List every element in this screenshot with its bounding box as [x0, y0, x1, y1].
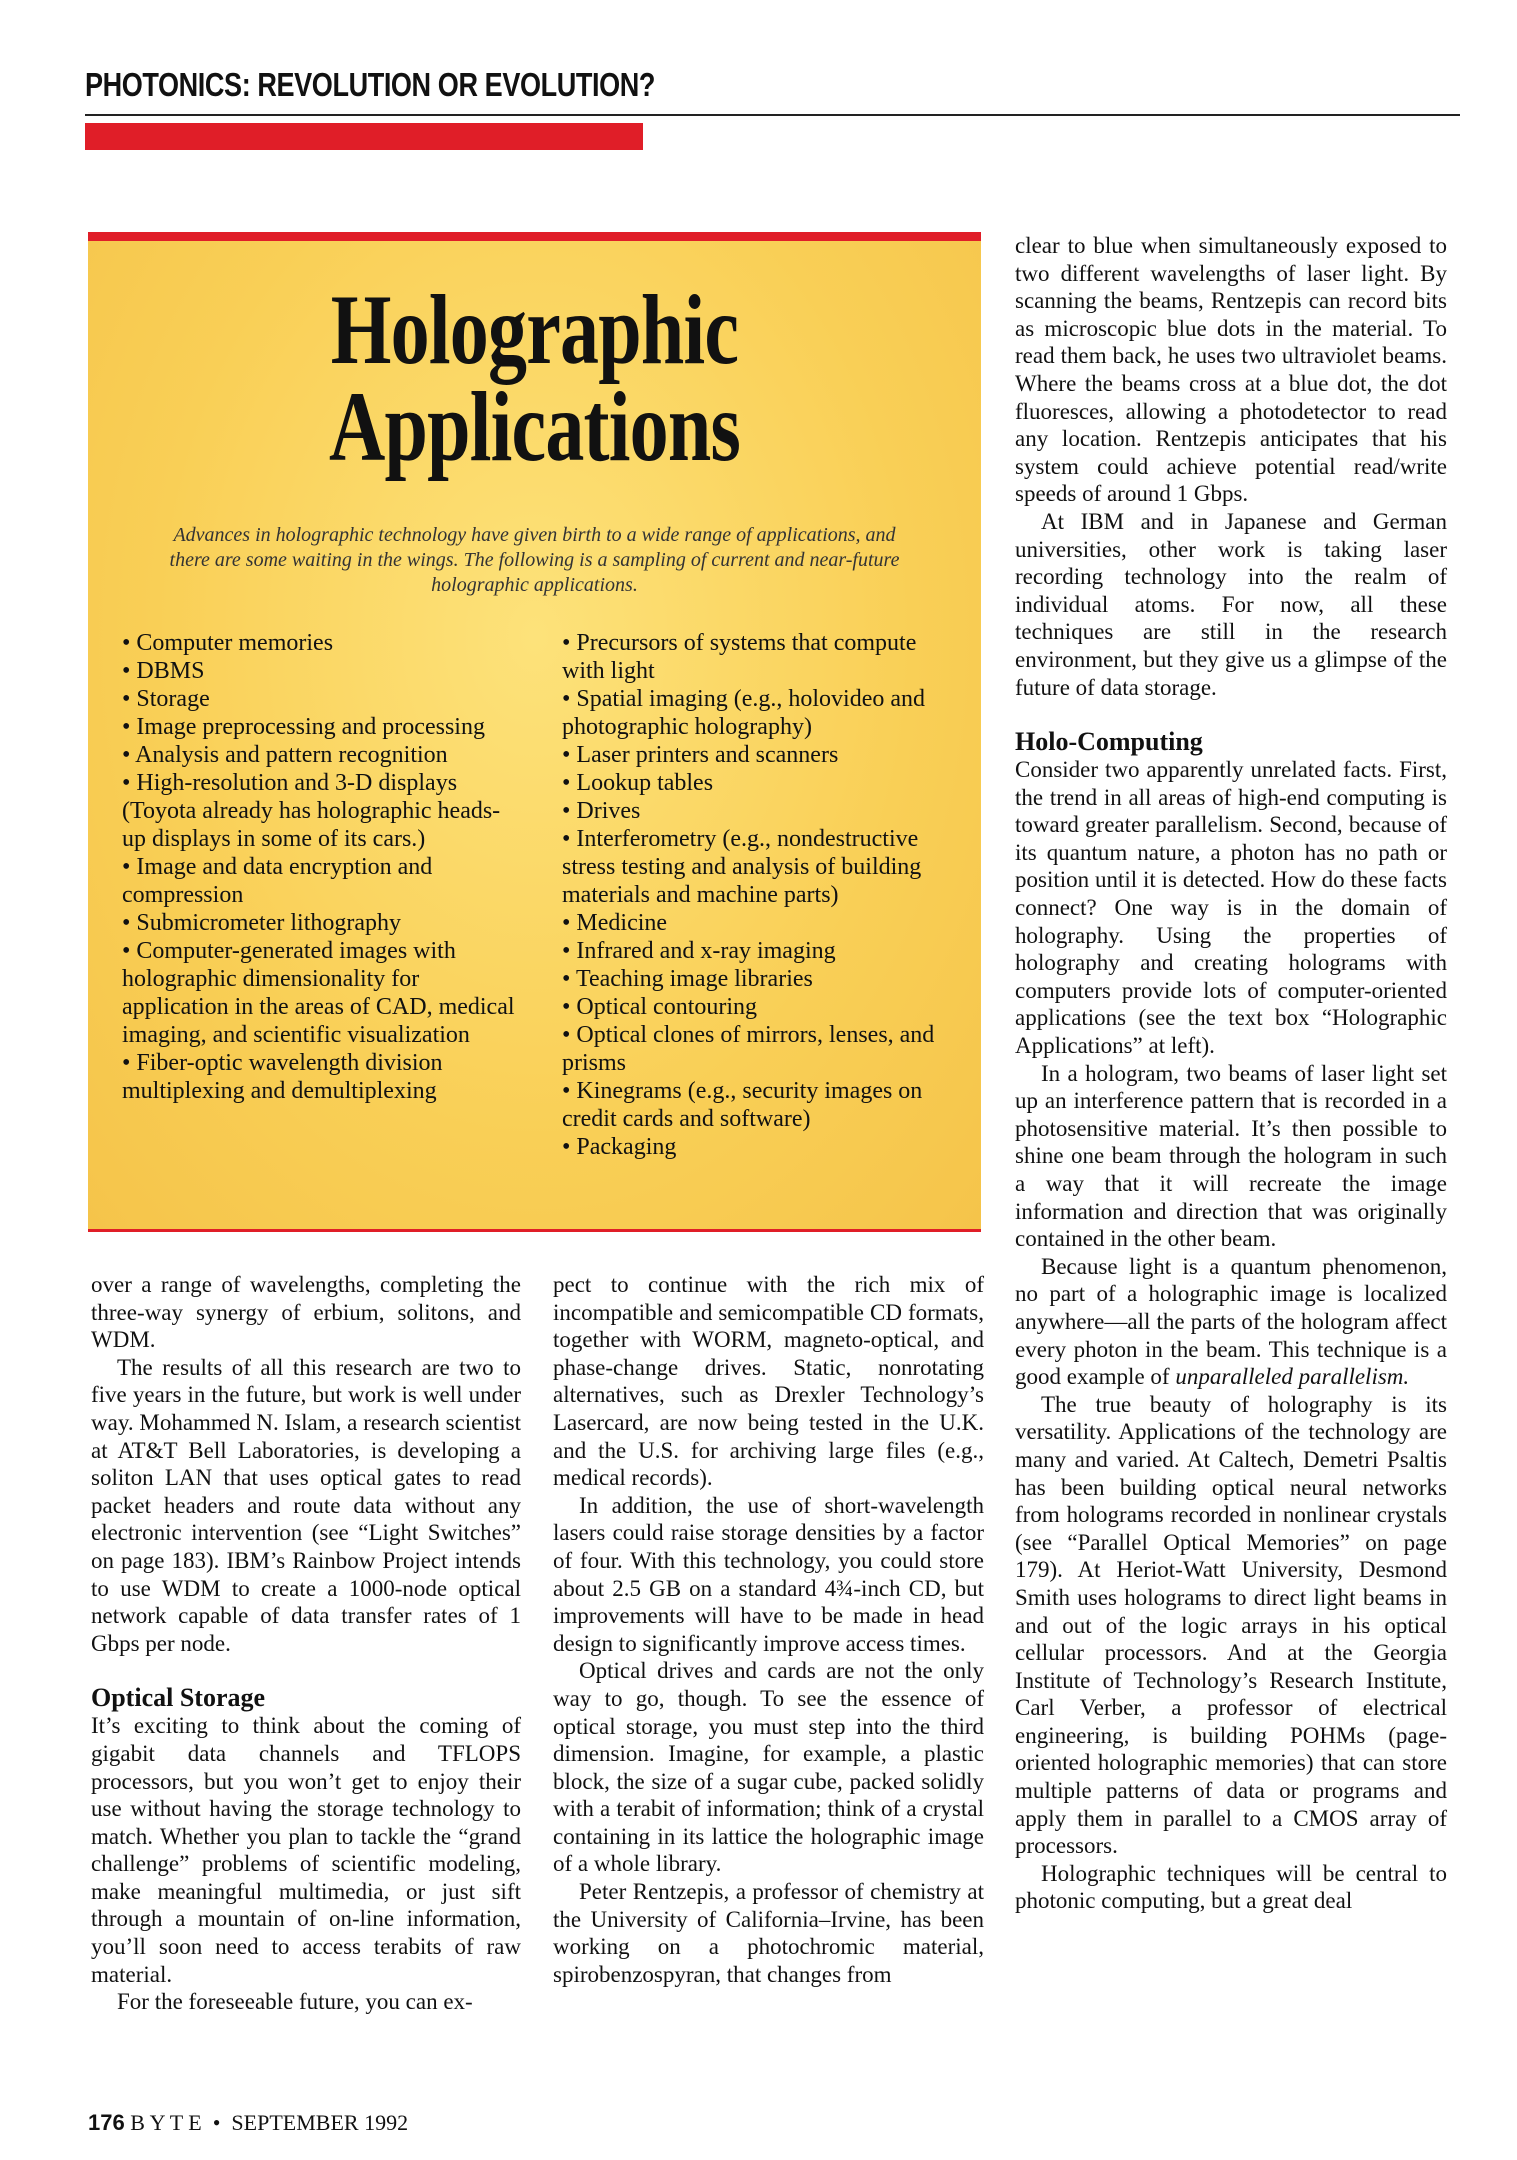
paragraph: pect to continue with the rich mix of incompatible and semicompatible CD formats, together with WORM, magneto-optical, and phase-change drives. Static, nonrotating alternatives, such as Drexler Technology’s Lasercard, are now being tested in the U.K. and the U.S. for archiving large files (e.g., medical records).: [553, 1272, 984, 1491]
paragraph: [1015, 1253, 1447, 1391]
list-item: • Medicine: [562, 910, 668, 936]
section-heading-holo-computing: Holo-Computing: [1015, 727, 1203, 757]
paragraph: In a hologram, two beams of laser light set up an interference pattern that is recorded in a photosensitive material. It’s then possible to shine one beam through the hologram in such a way that it will recreate the image information and direction that was originally contained in the other beam.: [1015, 1060, 1447, 1252]
page-footer: [88, 2110, 408, 2136]
list-item: • Storage: [122, 686, 210, 712]
page-header: [85, 68, 1460, 101]
sidebar-box: [88, 232, 981, 1232]
footer-text: B Y T E • SEPTEMBER 1992: [130, 2110, 409, 2135]
red-accent-bar: [85, 123, 643, 150]
sidebar-intro: Advances in holographic technology have given birth to a wide range of applications, and there are some waiting in the wings. The following is a sampling of current and near-future holographic applications.: [169, 524, 900, 596]
paragraph: The true beauty of holography is its versatility. Applications of the technology are many and varied. At Caltech, Demetri Psaltis has been building optical neural networks from holograms recorded in nonlinear crystals (see “Parallel Optical Memories” on page 179). At Heriot-Watt University, Desmond Smith uses holograms to direct light beams in and out of the logic arrays in his optical cellular processors. And at the Georgia Institute of Technology’s Research Institute, Carl Verber, a professor of electrical engineering, is building POHMs (page-oriented holographic memories) that can store multiple patterns of data or programs and apply them in parallel to a CMOS array of processors.: [1015, 1391, 1447, 1859]
list-item: • Precursors of systems that compute with light: [562, 630, 917, 684]
running-title: PHOTONICS: REVOLUTION OR EVOLUTION?: [85, 66, 655, 103]
body-column-3: [1015, 232, 1447, 1915]
list-item: • Image preprocessing and processing: [122, 714, 485, 740]
list-item: • Laser printers and scanners: [562, 742, 839, 768]
paragraph: It’s exciting to think about the coming of gigabit data channels and TFLOPS processors, but you won’t get to enjoy their use without having the storage technology to match. Whether you plan to tackle the “grand challenge” problems of scientific modeling, make meaningful multimedia, or just sift through a mountain of on-line information, you’ll soon need to access terabits of raw material.: [91, 1713, 521, 1987]
page-number: 176: [88, 2110, 125, 2135]
paragraph: At IBM and in Japanese and German universities, other work is taking laser recording technology into the realm of individual atoms. For now, all these techniques are still in the research environment, but they give us a glimpse of the future of data storage.: [1015, 508, 1447, 700]
list-item: • Drives: [562, 798, 641, 824]
list-item: • Computer-generated images with holographic dimensionality for application in the areas of CAD, medical imaging, and scientific visualization: [122, 938, 515, 1048]
paragraph: over a range of wavelengths, completing the three-way synergy of erbium, solitons, and WDM.: [91, 1272, 521, 1353]
list-item: • Infrared and x-ray imaging: [562, 938, 836, 964]
list-item: • Image and data encryption and compression: [122, 854, 433, 908]
sidebar-title-line1: Holographic: [330, 274, 739, 385]
header-rule: [85, 114, 1460, 116]
sidebar-title: [186, 274, 883, 482]
list-item: • Computer memories: [122, 630, 334, 656]
list-item: • Interferometry (e.g., nondestructive stress testing and analysis of building materials and machine parts): [562, 826, 922, 908]
body-column-1: [91, 1271, 521, 2016]
paragraph-text: Because light is a quantum phenomenon, no part of a holographic image is localized anywhere—all the parts of the hologram affect every photon in the beam. This technique is a good example of: [1015, 1253, 1447, 1390]
paragraph: Consider two apparently unrelated facts. First, the trend in all areas of high-end computing is toward greater parallelism. Second, because of its quantum nature, a photon has no path or position until it is detected. How do these facts connect? One way is in the domain of holography. Using the properties of holography and creating holograms with computers provide lots of computer-oriented applications (see the text box “Holographic Applications” at left).: [1015, 757, 1447, 1059]
sidebar-title-line2: Applications: [328, 371, 741, 482]
sidebar-list-left: [122, 629, 522, 1105]
sidebar-list-right: [562, 629, 962, 1161]
paragraph: In addition, the use of short-wavelength lasers could raise storage densities by a factor of four. With this technology, you could store about 2.5 GB on a standard 4¾-inch CD, but improvements will have to be made in head design to significantly improve access times.: [553, 1492, 984, 1656]
list-item: • Fiber-optic wavelength division multiplexing and demultiplexing: [122, 1050, 443, 1104]
emphasis: unparalleled parallelism.: [1175, 1364, 1410, 1390]
paragraph: Peter Rentzepis, a professor of chemistry at the University of California–Irvine, has been working on a photochromic material, spirobenzospyran, that changes from: [553, 1879, 984, 1987]
list-item: • High-resolution and 3-D displays (Toyota already has holographic heads-up displays in some of its cars.): [122, 770, 501, 852]
paragraph: Optical drives and cards are not the only way to go, though. To see the essence of optical storage, you must step into the third dimension. Imagine, for example, a plastic block, the size of a sugar cube, packed solidly with a terabit of information; think of a crystal containing in its lattice the holographic image of a whole library.: [553, 1658, 984, 1877]
list-item: • Kinegrams (e.g., security images on credit cards and software): [562, 1078, 923, 1132]
paragraph: For the foreseeable future, you can ex-: [117, 1989, 473, 2015]
list-item: • Packaging: [562, 1134, 677, 1160]
list-item: • Submicrometer lithography: [122, 910, 402, 936]
list-item: • DBMS: [122, 658, 205, 684]
list-item: • Optical clones of mirrors, lenses, and prisms: [562, 1022, 935, 1076]
list-item: • Spatial imaging (e.g., holovideo and photographic holography): [562, 686, 925, 740]
list-item: • Analysis and pattern recognition: [122, 742, 448, 768]
list-item: • Optical contouring: [562, 994, 758, 1020]
paragraph: clear to blue when simultaneously exposed to two different wavelengths of laser light. By scanning the beams, Rentzepis can record bits as microscopic blue dots in the material. To read them back, he uses two ultraviolet beams. Where the beams cross at a blue dot, the dot fluoresces, allowing a photodetector to read any location. Rentzepis anticipates that his system could achieve potential read/write speeds of around 1 Gbps.: [1015, 233, 1447, 507]
paragraph: Holographic techniques will be central to photonic computing, but a great deal: [1015, 1860, 1447, 1914]
section-heading-optical-storage: Optical Storage: [91, 1683, 266, 1713]
body-column-2: [553, 1271, 984, 1988]
paragraph: The results of all this research are two to five years in the future, but work is well under way. Mohammed N. Islam, a research scientist at AT&T Bell Laboratories, is developing a soliton LAN that uses optical gates to read packet headers and route data without any electronic intervention (see “Light Switches” on page 183). IBM’s Rainbow Project intends to use WDM to create a 1000-node optical network capable of data transfer rates of 1 Gbps per node.: [91, 1354, 521, 1656]
list-item: • Lookup tables: [562, 770, 714, 796]
list-item: • Teaching image libraries: [562, 966, 813, 992]
